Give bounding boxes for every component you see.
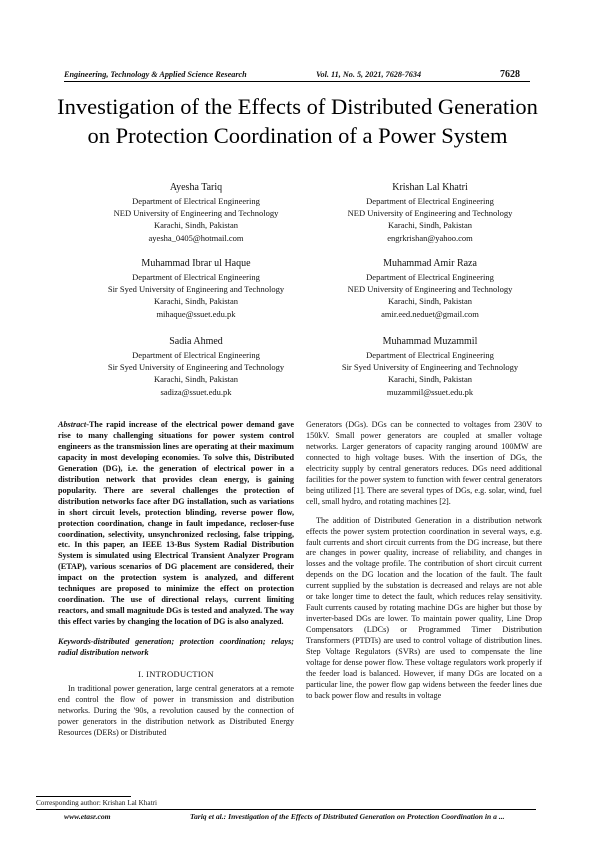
header-rule: [64, 81, 530, 82]
right-paragraph-1: Generators (DGs). DGs can be connected to voltages from 230V to 150kV. Small power generators are coupled at smaller voltage networks. Larger generators of capacity ranging around 100MW are connected to high voltage buses. With the insertion of DGs, the electricity supply by central generators reduces. DGs need additional facilities for the power system to function with fewer central generators being utilized [1]. There are several types of DGs, e.g. solar, wind, fuel cell, small hydro, and rotating machines [2].: [306, 420, 542, 506]
footer-rule: [36, 809, 536, 810]
keywords: Keywords-distributed generation; protection coordination; relays; radial distribution network: [58, 637, 294, 658]
author-email[interactable]: ayesha_0405@hotmail.com: [148, 232, 244, 243]
author-city: Karachi, Sindh, Pakistan: [153, 374, 239, 385]
intro-paragraph-1: In traditional power generation, large central generators at a remote end control the flow of power in transmission and distribution networks. During the '90s, a revolution caused by the connection of power generators in the distribution network as Distributed Energy Resources (DERs) or Distributed: [58, 683, 294, 737]
author-name: Muhammad Ibrar ul Haque: [141, 258, 251, 269]
author-city: Karachi, Sindh, Pakistan: [153, 220, 239, 231]
author-dept: Department of Electrical Engineering: [366, 196, 494, 206]
journal-name: Engineering, Technology & Applied Science Research: [64, 70, 247, 79]
author-email[interactable]: engrkrishan@yahoo.com: [387, 232, 473, 243]
abstract-text: -The rapid increase of the electrical power demand gave rise to many challenging situations for power system control engineers as the transmission lines are operating at their maximum capacity in most developing economies. To solve this, Distributed Generation (DG), i.e. the generation of electrical power in a distribution network that provides clean energy, is gaining popularity. There are several challenges the protection of distribution networks face after DG installation, such as variations in short circuit levels, protection blinding, reverse power flow, protection coordination, change in fault impedance, recloser-fuse coordination, selectivity, unsynchronized reclosing, false tripping, etc. In this paper, an IEEE 13-Bus System Radial Distribution System is simulated using Electrical Transient Analyzer Program (ETAP), various scenarios of DG placement are considered, their impact on the protection system is analyzed, and different techniques are proposed to minimize the effect on protection coordination. The use of directional relays, current limiting reactors, and small magnitude DGs is tested and analyzed. The way this effect varies by changing the location of DG is also analyzed.: [58, 420, 294, 627]
author-block-6: [310, 334, 550, 398]
abstract-lead: Abstract: [58, 420, 87, 429]
author-name: Sadia Ahmed: [169, 336, 223, 347]
author-city: Karachi, Sindh, Pakistan: [387, 374, 473, 385]
corresponding-author-note: Corresponding author: Krishan Lal Khatri: [36, 799, 157, 807]
author-city: Karachi, Sindh, Pakistan: [387, 220, 473, 231]
title-line-2: on Protection Coordination of a Power System: [87, 123, 508, 148]
page-number: 7628: [500, 69, 520, 80]
right-paragraph-2: The addition of Distributed Generation in a distribution network effects the power system protection coordination in several ways, e.g. fault currents and short circuit currents from the DG increase, but there are changes in power quality, increase of reliability, and changes in losses and the voltage profile. The contribution of short circuit current depends on the DG location and the location of the fault. The fault current supplied by the substation is decreased and relays are not able or take longer time to detect the fault, which reduces relay sensitivity. Fault currents caused by rotating machine DGs are higher but those by inverter-based DGs are lower. To maintain power quality, Line Drop Compensators (LDCs) or Programmed Timer Distribution Transformers (PTDTs) are used to control voltage of distribution lines. Step Voltage Regulators (SVRs) are used to compensate the line voltage for dense power flow. These voltage regulators work properly if the feeder load is balanced. However, if many DGs are located on a particular line, the power flow gap widens between the feeder lines due to back power flow and results in voltage: [306, 515, 542, 700]
author-inst: Sir Syed University of Engineering and Technology: [341, 362, 519, 373]
author-inst: NED University of Engineering and Technology: [347, 208, 513, 219]
author-dept: Department of Electrical Engineering: [366, 350, 494, 360]
author-inst: NED University of Engineering and Technology: [347, 284, 513, 295]
author-name: Muhammad Amir Raza: [383, 258, 477, 269]
paper-title: [30, 92, 565, 150]
author-city: Karachi, Sindh, Pakistan: [387, 296, 473, 307]
author-inst: Sir Syed University of Engineering and Technology: [107, 362, 285, 373]
running-citation: Tariq et al.: Investigation of the Effects of Distributed Generation on Protection Coordination in a ...: [190, 812, 505, 821]
author-name: Ayesha Tariq: [169, 182, 223, 193]
author-name: Muhammad Muzammil: [382, 336, 478, 347]
author-block-1: [76, 180, 316, 244]
author-city: Karachi, Sindh, Pakistan: [153, 296, 239, 307]
author-dept: Department of Electrical Engineering: [366, 272, 494, 282]
right-column: [306, 420, 542, 702]
author-dept: Department of Electrical Engineering: [132, 350, 260, 360]
author-name: Krishan Lal Khatri: [392, 182, 468, 193]
author-email[interactable]: muzammil@ssuet.edu.pk: [386, 386, 474, 397]
abstract: [58, 420, 294, 628]
author-email[interactable]: amir.eed.neduet@gmail.com: [381, 308, 479, 319]
title-line-1: Investigation of the Effects of Distributed Generation: [57, 94, 538, 119]
author-block-3: [76, 256, 316, 320]
journal-website-link[interactable]: www.etasr.com: [64, 812, 111, 821]
section-heading-introduction: I. INTRODUCTION: [138, 669, 214, 680]
author-dept: Department of Electrical Engineering: [132, 272, 260, 282]
author-dept: Department of Electrical Engineering: [132, 196, 260, 206]
footnote-rule: [36, 796, 131, 797]
author-inst: NED University of Engineering and Technology: [113, 208, 279, 219]
left-column: [58, 420, 294, 739]
volume-info: Vol. 11, No. 5, 2021, 7628-7634: [316, 70, 422, 79]
author-email[interactable]: mihaque@ssuet.edu.pk: [156, 308, 236, 319]
author-block-5: [76, 334, 316, 398]
author-inst: Sir Syed University of Engineering and Technology: [107, 284, 285, 295]
author-block-4: [310, 256, 550, 320]
author-email[interactable]: sadiza@ssuet.edu.pk: [160, 386, 232, 397]
author-block-2: [310, 180, 550, 244]
